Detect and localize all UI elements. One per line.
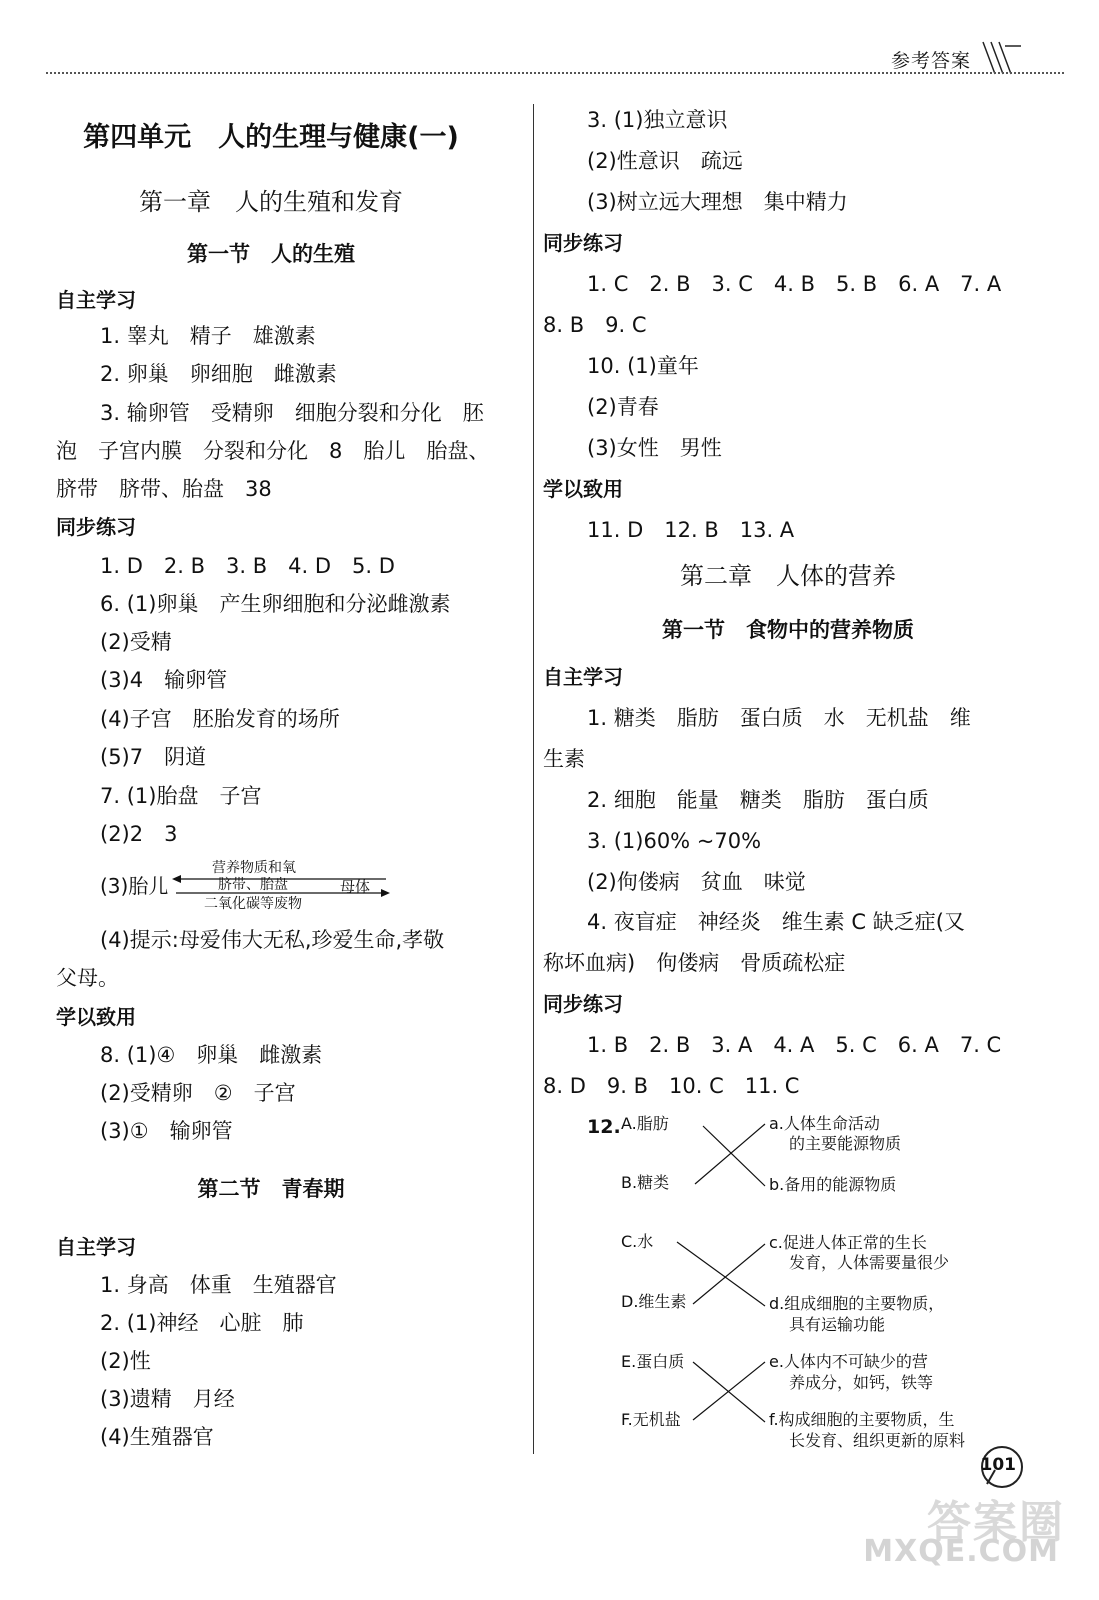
subsection-heading: 学以致用 [543, 477, 623, 501]
answer-line: 1. 身高 体重 生殖器官 [100, 1273, 337, 1297]
match-right-e-line2: 养成分，如钙，铁等 [789, 1373, 934, 1392]
column-divider [533, 104, 534, 1454]
answer-line: 2. (1)神经 心脏 肺 [100, 1311, 304, 1335]
match-left-e: E.蛋白质 [621, 1352, 685, 1371]
header-label: 参考答案 [890, 50, 971, 72]
match-left-d: D.维生素 [621, 1292, 687, 1311]
answer-line: 父母。 [56, 966, 119, 990]
answer-line: 1. C 2. B 3. C 4. B 5. B 6. A 7. A [587, 272, 1002, 296]
answer-line: 1. D 2. B 3. B 4. D 5. D [100, 554, 395, 578]
answer-line: 7. (1)胎盘 子宫 [100, 784, 262, 808]
answer-line: 3. (1)60% ~70% [587, 829, 762, 853]
match-right-b: b.备用的能源物质 [769, 1175, 897, 1194]
answer-line: 1. 睾丸 精子 雄激素 [100, 324, 316, 348]
answer-line: 4. 夜盲症 神经炎 维生素 C 缺乏症(又 [587, 910, 965, 934]
answer-line: (2)性 [100, 1349, 151, 1373]
section-title: 第一节 食物中的营养物质 [662, 618, 914, 642]
subsection-heading: 自主学习 [56, 1235, 136, 1259]
subsection-heading: 自主学习 [56, 288, 136, 312]
answer-line: (2)2 3 [100, 822, 178, 846]
answer-line: (2)佝偻病 贫血 味觉 [587, 870, 806, 894]
match-right-a-line1: a.人体生命活动 [769, 1114, 880, 1133]
answer-line: 称坏血病) 佝偻病 骨质疏松症 [543, 951, 846, 975]
watermark-logo: 答案圈 [927, 1497, 1065, 1548]
answer-line: 2. 细胞 能量 糖类 脂肪 蛋白质 [587, 788, 929, 812]
answer-line: 泡 子宫内膜 分裂和分化 8 胎儿 胎盘、 [56, 439, 490, 463]
page-number: 101 [980, 1455, 1016, 1475]
answer-line: (4)子宫 胚胎发育的场所 [100, 707, 340, 731]
match-left-a: A.脂肪 [621, 1114, 669, 1133]
unit-title: 第四单元 人的生理与健康(一) [83, 122, 459, 153]
answer-line: 生素 [543, 747, 585, 771]
section-title: 第一节 人的生殖 [187, 242, 355, 266]
answer-line: 1. B 2. B 3. A 4. A 5. C 6. A 7. C [587, 1033, 1002, 1057]
match-left-f: F.无机盐 [621, 1410, 681, 1429]
diagram-mid-label: 脐带、胎盘 [218, 877, 288, 893]
match-right-c-line1: c.促进人体正常的生长 [769, 1233, 927, 1252]
answer-line: (3)树立远大理想 集中精力 [587, 190, 848, 214]
question-number: 12. [587, 1116, 621, 1138]
match-left-c: C.水 [621, 1232, 654, 1251]
answer-line: (3)① 输卵管 [100, 1119, 233, 1143]
section-title: 第二节 青春期 [197, 1177, 345, 1201]
diagram-fetus-label: (3)胎儿 [100, 874, 169, 898]
matching-lines [543, 0, 1033, 1460]
match-right-e-line1: e.人体内不可缺少的营 [769, 1352, 928, 1371]
subsection-heading: 同步练习 [543, 231, 623, 255]
match-right-f-line1: f.构成细胞的主要物质，生 [769, 1410, 955, 1429]
answer-line: 3. (1)独立意识 [587, 108, 728, 132]
match-right-f-line2: 长发育、组织更新的原料 [789, 1431, 966, 1450]
match-right-d-line1: d.组成细胞的主要物质， [769, 1294, 945, 1313]
answer-line: 3. 输卵管 受精卵 细胞分裂和分化 胚 [100, 401, 484, 425]
answer-line: 8. B 9. C [543, 313, 647, 337]
diagram-mother-label: 母体 [340, 878, 371, 896]
answer-line: (2)青春 [587, 395, 659, 419]
answer-line: (2)受精 [100, 630, 172, 654]
subsection-heading: 自主学习 [543, 665, 623, 689]
answer-line: 6. (1)卵巢 产生卵细胞和分泌雌激素 [100, 592, 451, 616]
answer-line: 脐带 脐带、胎盘 38 [56, 477, 272, 501]
answer-line: (2)性意识 疏远 [587, 149, 743, 173]
chapter-title: 第一章 人的生殖和发育 [139, 188, 403, 216]
answer-line: (3)女性 男性 [587, 436, 722, 460]
answer-line: 1. 糖类 脂肪 蛋白质 水 无机盐 维 [587, 706, 971, 730]
answer-line: (5)7 阴道 [100, 745, 207, 769]
diagram-bottom-label: 二氧化碳等废物 [204, 896, 302, 912]
answer-line: (3)4 输卵管 [100, 668, 228, 692]
answer-line: 10. (1)童年 [587, 354, 699, 378]
answer-line: 2. 卵巢 卵细胞 雌激素 [100, 362, 337, 386]
subsection-heading: 同步练习 [56, 515, 136, 539]
subsection-heading: 同步练习 [543, 992, 623, 1016]
match-right-a-line2: 的主要能源物质 [789, 1134, 902, 1153]
diagram-top-label: 营养物质和氧 [212, 860, 296, 876]
answer-line: (4)生殖器官 [100, 1425, 214, 1449]
match-right-c-line2: 发育，人体需要量很少 [789, 1253, 950, 1272]
watermark-url: MXQE.COM [863, 1534, 1059, 1569]
answer-line: (2)受精卵 ② 子宫 [100, 1081, 296, 1105]
answer-line: 11. D 12. B 13. A [587, 518, 795, 542]
answer-line: 8. D 9. B 10. C 11. C [543, 1074, 800, 1098]
answer-line: (4)提示:母爱伟大无私,珍爱生命,孝敬 [100, 928, 445, 952]
answer-line: (3)遗精 月经 [100, 1387, 235, 1411]
match-right-d-line2: 具有运输功能 [789, 1315, 886, 1334]
subsection-heading: 学以致用 [56, 1005, 136, 1029]
match-left-b: B.糖类 [621, 1173, 670, 1192]
chapter-title: 第二章 人体的营养 [680, 562, 896, 590]
answer-line: 8. (1)④ 卵巢 雌激素 [100, 1043, 323, 1067]
